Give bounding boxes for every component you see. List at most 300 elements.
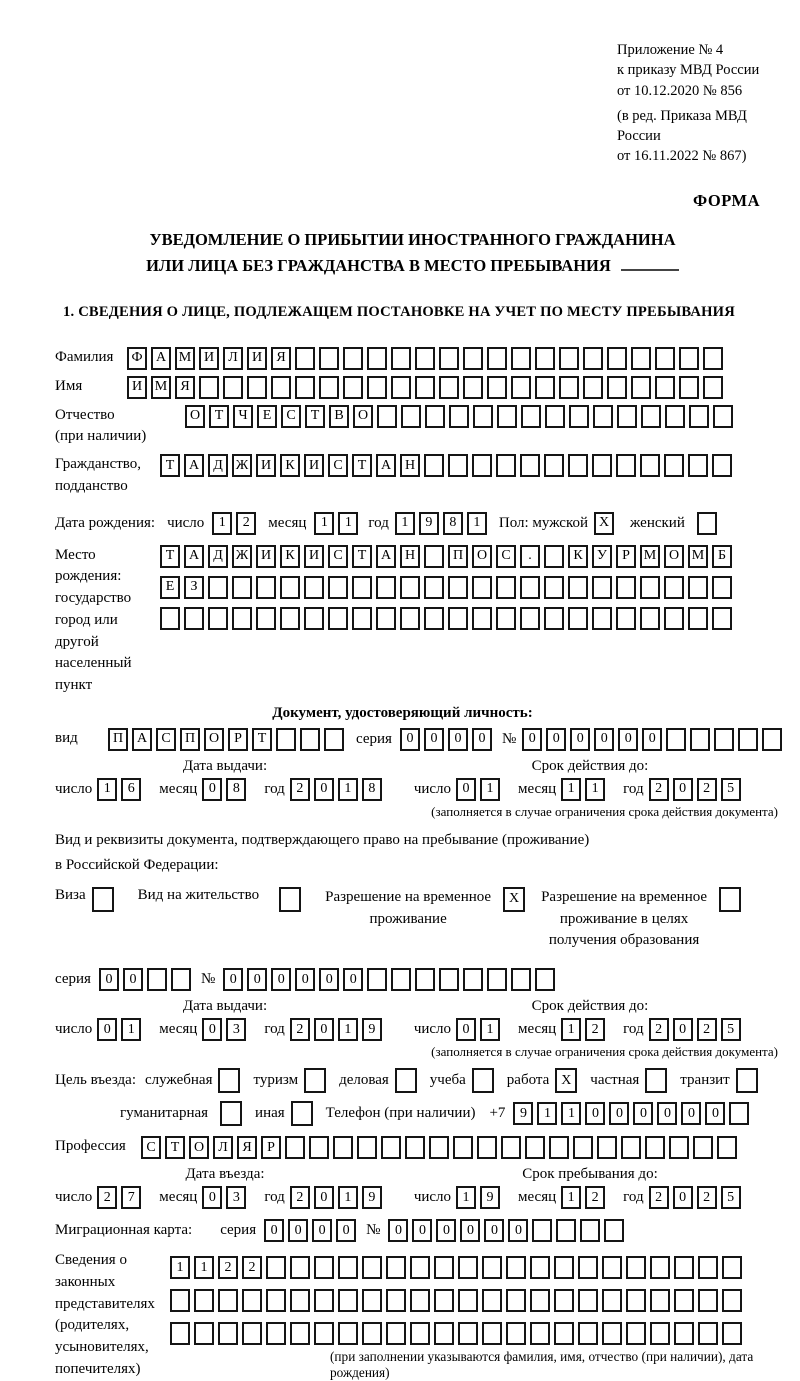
char-cell[interactable] [729,1102,749,1125]
char-cell[interactable] [232,576,252,599]
char-cell[interactable] [712,454,732,477]
char-cell[interactable] [530,1289,550,1312]
char-cell[interactable] [583,376,603,399]
char-cell[interactable]: С [328,545,348,568]
char-cell[interactable]: Т [352,454,372,477]
char-cell[interactable]: С [141,1136,161,1159]
char-cell[interactable] [712,576,732,599]
char-cell[interactable]: 0 [673,1018,693,1041]
char-cell[interactable] [424,454,444,477]
char-cell[interactable]: Ф [127,347,147,370]
char-cell[interactable]: И [304,545,324,568]
char-cell[interactable]: 2 [697,1186,717,1209]
char-cell[interactable]: 9 [480,1186,500,1209]
char-cell[interactable] [578,1322,598,1345]
char-cell[interactable] [713,405,733,428]
char-cell[interactable]: 1 [561,1102,581,1125]
char-cell[interactable]: 0 [585,1102,605,1125]
char-cell[interactable]: 2 [218,1256,238,1279]
char-cell[interactable] [381,1136,401,1159]
char-cell[interactable] [448,454,468,477]
char-cell[interactable]: С [496,545,516,568]
char-cell[interactable] [280,576,300,599]
char-cell[interactable]: 1 [537,1102,557,1125]
char-cell[interactable]: 0 [343,968,363,991]
char-cell[interactable] [664,454,684,477]
char-cell[interactable] [448,576,468,599]
char-cell[interactable] [377,405,397,428]
char-cell[interactable]: 0 [448,728,468,751]
char-cell[interactable]: 0 [484,1219,504,1242]
char-cell[interactable] [424,607,444,630]
char-cell[interactable] [597,1136,617,1159]
char-cell[interactable] [592,454,612,477]
char-cell[interactable] [554,1256,574,1279]
char-cell[interactable] [194,1322,214,1345]
char-cell[interactable] [362,1256,382,1279]
char-cell[interactable] [425,405,445,428]
char-cell[interactable] [338,1256,358,1279]
char-cell[interactable] [367,376,387,399]
char-cell[interactable] [544,454,564,477]
char-cell[interactable]: 2 [649,1018,669,1041]
char-cell[interactable] [458,1256,478,1279]
char-cell[interactable] [218,1068,240,1093]
char-cell[interactable] [631,376,651,399]
char-cell[interactable]: 1 [338,512,358,535]
char-cell[interactable] [482,1256,502,1279]
char-cell[interactable]: О [185,405,205,428]
char-cell[interactable] [386,1322,406,1345]
char-cell[interactable] [304,1068,326,1093]
char-cell[interactable] [324,728,344,751]
char-cell[interactable]: 0 [271,968,291,991]
char-cell[interactable]: 2 [236,512,256,535]
char-cell[interactable] [362,1289,382,1312]
char-cell[interactable]: 9 [513,1102,533,1125]
char-cell[interactable] [328,607,348,630]
char-cell[interactable] [688,454,708,477]
char-cell[interactable] [511,347,531,370]
char-cell[interactable]: 2 [697,1018,717,1041]
char-cell[interactable]: 9 [362,1018,382,1041]
char-cell[interactable] [405,1136,425,1159]
char-cell[interactable] [410,1322,430,1345]
char-cell[interactable] [607,376,627,399]
char-cell[interactable] [304,576,324,599]
char-cell[interactable] [439,347,459,370]
char-cell[interactable]: 0 [424,728,444,751]
char-cell[interactable]: Е [160,576,180,599]
char-cell[interactable] [530,1322,550,1345]
char-cell[interactable]: 0 [570,728,590,751]
char-cell[interactable] [530,1256,550,1279]
char-cell[interactable] [506,1289,526,1312]
char-cell[interactable] [362,1322,382,1345]
char-cell[interactable] [640,607,660,630]
char-cell[interactable] [698,1289,718,1312]
char-cell[interactable]: 9 [362,1186,382,1209]
char-cell[interactable] [266,1256,286,1279]
purpose-opt-humanitarian-checkbox[interactable] [220,1101,246,1126]
char-cell[interactable] [482,1289,502,1312]
char-cell[interactable] [690,728,710,751]
char-cell[interactable] [487,347,507,370]
char-cell[interactable]: Т [160,454,180,477]
char-cell[interactable] [304,607,324,630]
char-cell[interactable]: М [640,545,660,568]
char-cell[interactable]: 7 [121,1186,141,1209]
char-cell[interactable]: 0 [657,1102,677,1125]
char-cell[interactable]: 0 [522,728,542,751]
char-cell[interactable] [722,1322,742,1345]
char-cell[interactable]: О [664,545,684,568]
char-cell[interactable]: 0 [460,1219,480,1242]
char-cell[interactable] [472,576,492,599]
char-cell[interactable] [333,1136,353,1159]
char-cell[interactable]: И [256,454,276,477]
char-cell[interactable] [549,1136,569,1159]
char-cell[interactable] [602,1322,622,1345]
char-cell[interactable] [703,376,723,399]
char-cell[interactable]: 0 [681,1102,701,1125]
char-cell[interactable] [280,607,300,630]
char-cell[interactable] [554,1289,574,1312]
char-cell[interactable] [554,1322,574,1345]
char-cell[interactable] [717,1136,737,1159]
char-cell[interactable] [712,607,732,630]
char-cell[interactable]: 0 [336,1219,356,1242]
char-cell[interactable]: Т [209,405,229,428]
char-cell[interactable] [521,405,541,428]
char-cell[interactable] [314,1289,334,1312]
char-cell[interactable] [352,607,372,630]
char-cell[interactable]: И [199,347,219,370]
char-cell[interactable] [688,576,708,599]
char-cell[interactable]: А [184,454,204,477]
char-cell[interactable]: 0 [633,1102,653,1125]
char-cell[interactable] [448,607,468,630]
char-cell[interactable] [400,576,420,599]
char-cell[interactable] [376,576,396,599]
char-cell[interactable] [631,347,651,370]
char-cell[interactable]: 5 [721,1018,741,1041]
char-cell[interactable] [352,576,372,599]
char-cell[interactable] [688,607,708,630]
char-cell[interactable]: 2 [649,1186,669,1209]
char-cell[interactable] [604,1219,624,1242]
char-cell[interactable] [314,1256,334,1279]
char-cell[interactable] [669,1136,689,1159]
char-cell[interactable] [256,576,276,599]
char-cell[interactable]: Д [208,545,228,568]
char-cell[interactable]: 0 [223,968,243,991]
char-cell[interactable] [719,887,741,912]
char-cell[interactable]: 1 [170,1256,190,1279]
char-cell[interactable]: Ж [232,545,252,568]
char-cell[interactable]: И [304,454,324,477]
char-cell[interactable] [410,1256,430,1279]
char-cell[interactable]: 1 [97,778,117,801]
char-cell[interactable] [738,728,758,751]
char-cell[interactable] [496,607,516,630]
purpose-opt-study-checkbox[interactable] [472,1068,498,1093]
char-cell[interactable] [592,607,612,630]
char-cell[interactable] [208,576,228,599]
char-cell[interactable]: 0 [472,728,492,751]
char-cell[interactable]: 5 [721,778,741,801]
char-cell[interactable]: К [568,545,588,568]
char-cell[interactable] [295,347,315,370]
char-cell[interactable] [532,1219,552,1242]
char-cell[interactable]: О [204,728,224,751]
char-cell[interactable]: 2 [97,1186,117,1209]
char-cell[interactable]: 0 [314,1018,334,1041]
char-cell[interactable] [655,376,675,399]
purpose-opt-transit-checkbox[interactable] [736,1068,762,1093]
char-cell[interactable] [472,1068,494,1093]
char-cell[interactable] [698,1322,718,1345]
sex-female-checkbox[interactable] [697,512,721,535]
char-cell[interactable]: О [189,1136,209,1159]
char-cell[interactable] [578,1289,598,1312]
char-cell[interactable]: 2 [290,778,310,801]
char-cell[interactable]: 0 [456,778,476,801]
char-cell[interactable]: К [280,545,300,568]
char-cell[interactable]: А [376,454,396,477]
char-cell[interactable]: Т [160,545,180,568]
char-cell[interactable] [328,576,348,599]
char-cell[interactable] [544,576,564,599]
char-cell[interactable]: 0 [456,1018,476,1041]
temp-permit-checkbox[interactable] [503,887,529,912]
char-cell[interactable]: 2 [697,778,717,801]
char-cell[interactable]: П [108,728,128,751]
char-cell[interactable]: Л [213,1136,233,1159]
char-cell[interactable]: 2 [649,778,669,801]
char-cell[interactable]: 1 [338,778,358,801]
char-cell[interactable] [220,1101,242,1126]
char-cell[interactable] [697,512,717,535]
char-cell[interactable]: З [184,576,204,599]
char-cell[interactable] [520,607,540,630]
char-cell[interactable] [232,607,252,630]
char-cell[interactable] [171,968,191,991]
char-cell[interactable] [285,1136,305,1159]
char-cell[interactable] [199,376,219,399]
char-cell[interactable] [511,376,531,399]
char-cell[interactable] [511,968,531,991]
char-cell[interactable] [424,576,444,599]
char-cell[interactable] [160,607,180,630]
char-cell[interactable]: 0 [99,968,119,991]
char-cell[interactable]: X [503,887,525,912]
char-cell[interactable] [664,607,684,630]
char-cell[interactable] [434,1256,454,1279]
char-cell[interactable] [559,347,579,370]
char-cell[interactable] [535,347,555,370]
purpose-opt-tourism-checkbox[interactable] [304,1068,330,1093]
char-cell[interactable] [424,545,444,568]
char-cell[interactable]: К [280,454,300,477]
char-cell[interactable] [674,1289,694,1312]
char-cell[interactable]: 1 [338,1186,358,1209]
char-cell[interactable] [580,1219,600,1242]
char-cell[interactable] [602,1256,622,1279]
char-cell[interactable] [641,405,661,428]
char-cell[interactable]: А [184,545,204,568]
char-cell[interactable] [506,1256,526,1279]
char-cell[interactable]: 1 [212,512,232,535]
char-cell[interactable]: С [328,454,348,477]
char-cell[interactable] [602,1289,622,1312]
char-cell[interactable] [617,405,637,428]
char-cell[interactable]: 0 [508,1219,528,1242]
char-cell[interactable] [218,1322,238,1345]
char-cell[interactable]: И [247,347,267,370]
char-cell[interactable] [434,1322,454,1345]
char-cell[interactable] [279,887,301,912]
char-cell[interactable] [640,454,660,477]
char-cell[interactable] [449,405,469,428]
char-cell[interactable]: А [151,347,171,370]
char-cell[interactable] [439,968,459,991]
char-cell[interactable] [482,1322,502,1345]
char-cell[interactable]: Д [208,454,228,477]
char-cell[interactable] [568,607,588,630]
char-cell[interactable] [218,1289,238,1312]
char-cell[interactable] [415,347,435,370]
char-cell[interactable]: 2 [585,1018,605,1041]
char-cell[interactable]: 0 [594,728,614,751]
char-cell[interactable]: Я [237,1136,257,1159]
char-cell[interactable] [679,347,699,370]
char-cell[interactable]: 0 [400,728,420,751]
char-cell[interactable]: И [256,545,276,568]
char-cell[interactable] [722,1256,742,1279]
char-cell[interactable]: 0 [314,1186,334,1209]
char-cell[interactable]: П [180,728,200,751]
char-cell[interactable]: 2 [242,1256,262,1279]
char-cell[interactable] [453,1136,473,1159]
char-cell[interactable]: 1 [121,1018,141,1041]
char-cell[interactable] [722,1289,742,1312]
char-cell[interactable]: 9 [419,512,439,535]
char-cell[interactable] [463,968,483,991]
char-cell[interactable]: Т [165,1136,185,1159]
char-cell[interactable]: Я [175,376,195,399]
char-cell[interactable] [762,728,782,751]
char-cell[interactable]: М [151,376,171,399]
char-cell[interactable] [544,607,564,630]
char-cell[interactable] [568,454,588,477]
char-cell[interactable] [276,728,296,751]
char-cell[interactable] [338,1322,358,1345]
char-cell[interactable] [314,1322,334,1345]
char-cell[interactable] [650,1256,670,1279]
purpose-opt-official-checkbox[interactable] [218,1068,244,1093]
char-cell[interactable]: 8 [362,778,382,801]
char-cell[interactable]: И [127,376,147,399]
char-cell[interactable]: О [353,405,373,428]
char-cell[interactable]: X [594,512,614,535]
char-cell[interactable]: 0 [295,968,315,991]
char-cell[interactable] [463,347,483,370]
char-cell[interactable] [487,968,507,991]
char-cell[interactable] [271,376,291,399]
char-cell[interactable]: Т [305,405,325,428]
char-cell[interactable]: 0 [264,1219,284,1242]
char-cell[interactable]: 2 [290,1186,310,1209]
char-cell[interactable] [391,376,411,399]
char-cell[interactable] [395,1068,417,1093]
char-cell[interactable]: 0 [288,1219,308,1242]
char-cell[interactable]: А [132,728,152,751]
char-cell[interactable] [496,454,516,477]
char-cell[interactable]: 1 [480,1018,500,1041]
char-cell[interactable]: X [555,1068,577,1093]
char-cell[interactable]: . [520,545,540,568]
char-cell[interactable]: 5 [721,1186,741,1209]
char-cell[interactable]: 2 [290,1018,310,1041]
char-cell[interactable] [295,376,315,399]
char-cell[interactable] [640,576,660,599]
char-cell[interactable]: 0 [673,1186,693,1209]
char-cell[interactable] [170,1289,190,1312]
char-cell[interactable] [415,968,435,991]
visa-checkbox[interactable] [92,887,118,912]
char-cell[interactable] [626,1322,646,1345]
char-cell[interactable] [256,607,276,630]
char-cell[interactable]: 0 [673,778,693,801]
char-cell[interactable]: 0 [618,728,638,751]
char-cell[interactable] [621,1136,641,1159]
char-cell[interactable]: 0 [202,1018,222,1041]
char-cell[interactable] [319,376,339,399]
char-cell[interactable]: Р [616,545,636,568]
char-cell[interactable]: 0 [412,1219,432,1242]
char-cell[interactable]: 0 [436,1219,456,1242]
char-cell[interactable] [593,405,613,428]
char-cell[interactable] [290,1256,310,1279]
char-cell[interactable]: С [281,405,301,428]
char-cell[interactable]: 1 [194,1256,214,1279]
char-cell[interactable] [689,405,709,428]
char-cell[interactable]: М [175,347,195,370]
char-cell[interactable] [247,376,267,399]
char-cell[interactable] [266,1322,286,1345]
char-cell[interactable] [290,1322,310,1345]
char-cell[interactable] [655,347,675,370]
char-cell[interactable] [291,1101,313,1126]
char-cell[interactable] [472,607,492,630]
char-cell[interactable]: 0 [546,728,566,751]
char-cell[interactable]: Р [228,728,248,751]
purpose-opt-business-checkbox[interactable] [395,1068,421,1093]
char-cell[interactable] [556,1219,576,1242]
char-cell[interactable] [679,376,699,399]
char-cell[interactable] [400,607,420,630]
char-cell[interactable] [674,1322,694,1345]
char-cell[interactable] [266,1289,286,1312]
char-cell[interactable]: Е [257,405,277,428]
char-cell[interactable] [223,376,243,399]
char-cell[interactable] [487,376,507,399]
char-cell[interactable]: О [472,545,492,568]
char-cell[interactable]: 0 [705,1102,725,1125]
char-cell[interactable]: Т [252,728,272,751]
char-cell[interactable] [439,376,459,399]
